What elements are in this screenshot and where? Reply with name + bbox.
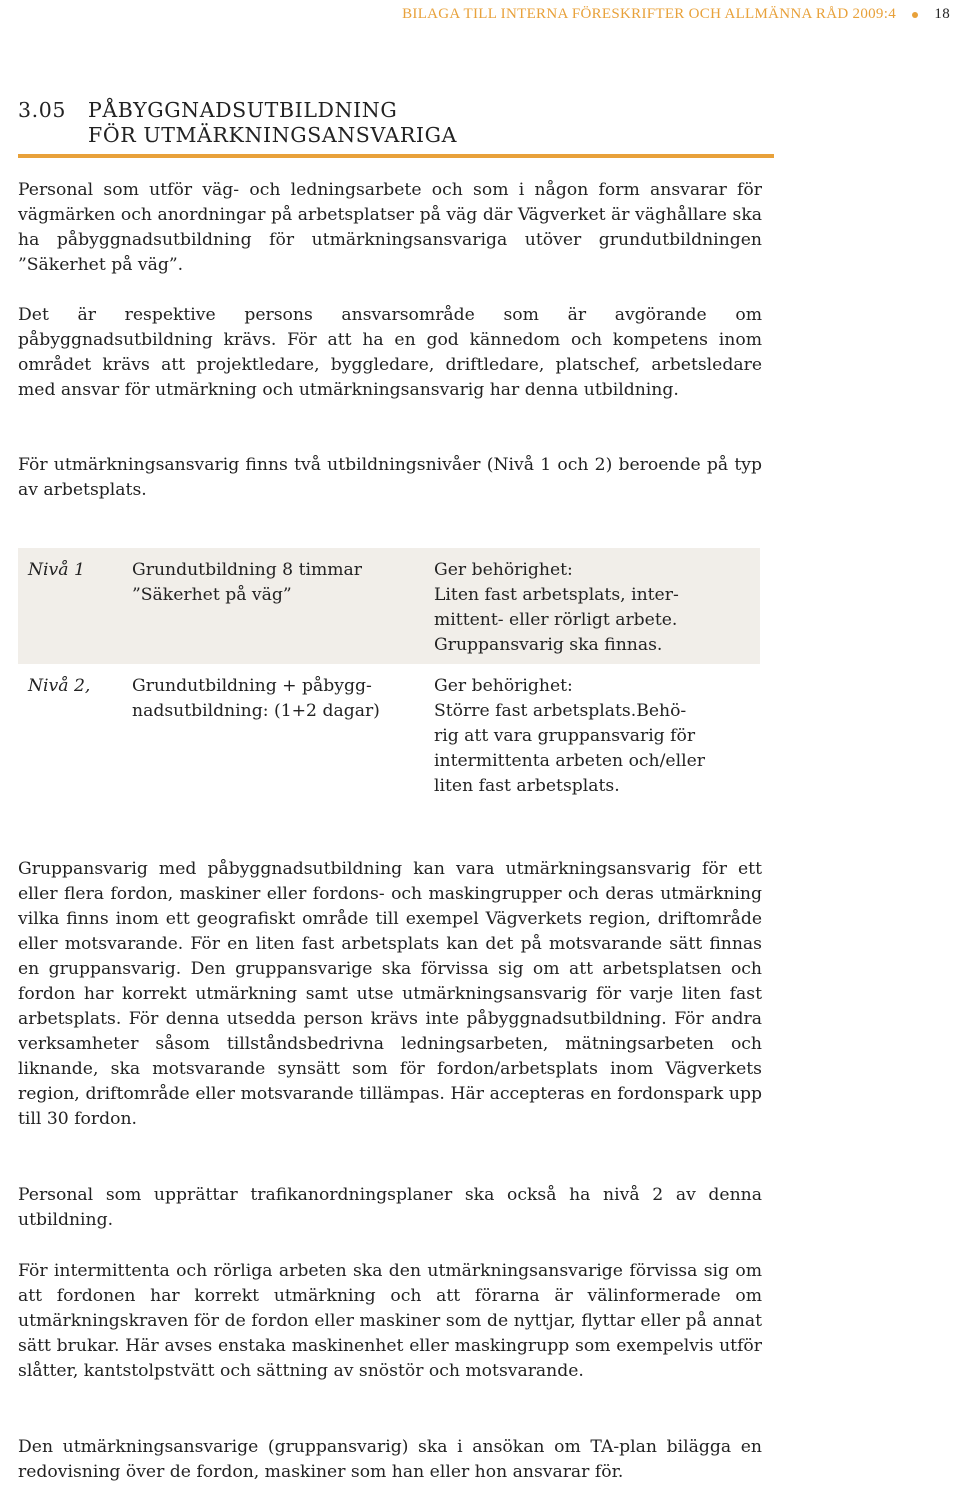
authorization-line: Ger behörighet:: [434, 676, 573, 696]
level-label: Nivå 2,: [28, 676, 91, 696]
authorization-line: Gruppansvarig ska finnas.: [434, 635, 663, 655]
training-line: Grundutbildning 8 timmar: [132, 560, 363, 580]
authorization-line: Ger behörighet:: [434, 560, 573, 580]
paragraph-1: Personal som utför väg- och ledningsarbete och som i någon form ansvarar för vägmärken och anordningar på arbetsplatser på väg där Vägverket är väghållare ska ha påbyggnadsutbildning för utmärkningsansvariga utöver grundutbildningen ”Säkerhet på väg”.: [18, 180, 762, 275]
level-training: [132, 558, 422, 608]
training-line: nadsutbildning: (1+2 dagar): [132, 701, 380, 721]
paragraph-7: Den utmärkningsansvarige (gruppansvarig) ska i ansökan om TA-plan bilägga en redovisning över de fordon, maskiner som han eller hon ansvarar för.: [18, 1437, 762, 1482]
level-row-1: [18, 548, 760, 664]
level-table: [18, 548, 760, 814]
section-title-line-1: PÅBYGGNADSUTBILDNING: [88, 98, 398, 122]
training-line: Grundutbildning + påbygg-: [132, 676, 372, 696]
authorization-line: mittent- eller rörligt arbete.: [434, 610, 678, 630]
section-title-line-2: FÖR UTMÄRKNINGSANSVARIGA: [88, 123, 457, 147]
training-line: ”Säkerhet på väg”: [132, 585, 292, 605]
authorization-line: rig att vara gruppansvarig för: [434, 726, 696, 746]
level-authorization: [434, 558, 754, 658]
authorization-line: liten fast arbetsplats.: [434, 776, 620, 796]
paragraph-6: För intermittenta och rörliga arbeten ska den utmärkningsansvarige förvissa sig om att fordonen har korrekt utmärkning och att förarna är välinformerade om utmärkningskraven för de fordon eller maskiner som de nyttjar, flyttar eller på annat sätt brukar. Här avses enstaka maskinenhet eller maskingrupp som exempelvis utför slåtter, kantstolpstvätt och sättning av snöstör och motsvarande.: [18, 1261, 762, 1381]
heading-rule: [18, 154, 774, 158]
authorization-line: intermittenta arbeten och/eller: [434, 751, 705, 771]
page-number: 18: [934, 6, 950, 22]
paragraph-5: Personal som upprättar trafikanordningsplaner ska också ha nivå 2 av denna utbildning.: [18, 1185, 762, 1230]
running-title: BILAGA TILL INTERNA FÖRESKRIFTER OCH ALLMÄNNA RÅD 2009:4: [402, 6, 896, 22]
authorization-line: Liten fast arbetsplats, inter-: [434, 585, 679, 605]
paragraph-4: Gruppansvarig med påbyggnadsutbildning kan vara utmärkningsansvarig för ett eller flera fordon, maskiner eller fordons- och maskingrupper och deras utmärkning vilka finns inom ett geografiskt område till exempel Vägverkets region, driftområde eller motsvarande. För en liten fast arbetsplats kan det på motsvarande sätt finnas en gruppansvarig. Den gruppansvarige ska förvissa sig om att arbetsplatsen och fordon har korrekt utmärkning samt utse utmärkningsansvarig för varje liten fast arbetsplats. För denna utsedda person krävs inte påbyggnadsutbildning. För andra verksamheter såsom tillståndsbedrivna ledningsarbeten, mätningsarbeten och liknande, ska motsvarande synsätt som för fordon/arbetsplats inom Vägverkets region, driftområde eller motsvarande tillämpas. Här accepteras en fordonspark upp till 30 fordon.: [18, 859, 762, 1129]
level-label: Nivå 1: [28, 560, 85, 580]
section-heading: [18, 98, 778, 148]
paragraph-3: För utmärkningsansvarig finns två utbildningsnivåer (Nivå 1 och 2) beroende på typ av arbetsplats.: [18, 455, 762, 500]
level-row-2: [18, 664, 760, 814]
level-authorization: [434, 674, 754, 799]
header-bullet-icon: [912, 12, 918, 18]
section-number: 3.05: [18, 98, 67, 122]
level-training: [132, 674, 422, 724]
running-header: [0, 6, 960, 26]
authorization-line: Större fast arbetsplats.Behö-: [434, 701, 687, 721]
paragraph-2: Det är respektive persons ansvarsområde som är avgörande om påbyggnadsutbildning krävs. För att ha en god kännedom och kompetens inom området krävs att projektledare, byggledare, driftledare, platschef, arbetsledare med ansvar för utmärkning och utmärkningsansvarig har denna utbildning.: [18, 305, 762, 400]
